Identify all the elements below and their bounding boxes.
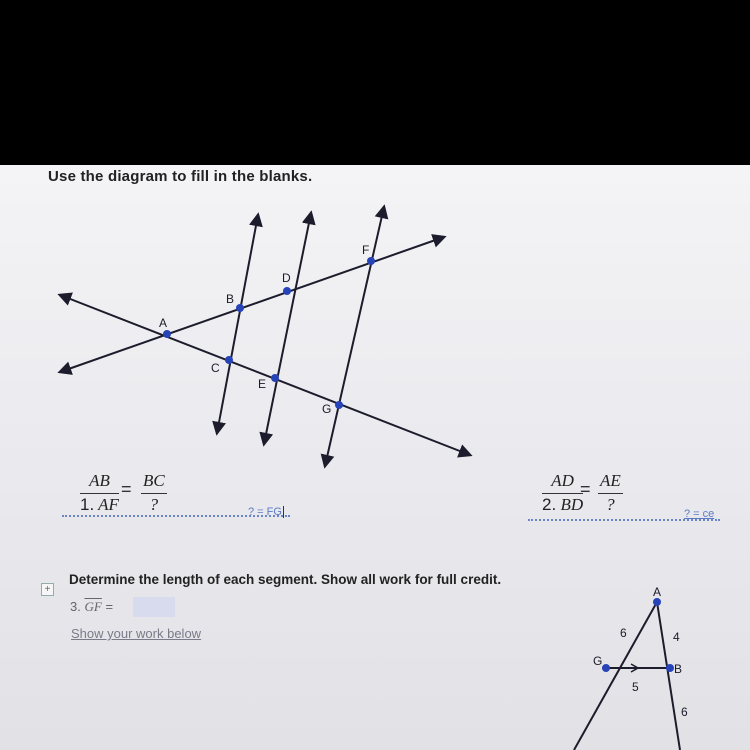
p2-right-numerator: AE: [598, 471, 623, 494]
q3-equals: =: [105, 599, 114, 614]
p2-right-fraction: [598, 471, 623, 515]
q3-label: [70, 599, 113, 615]
point-A: [163, 330, 171, 338]
p1-answer-text: ? = FG: [248, 506, 282, 518]
worksheet: [0, 165, 750, 750]
p2-left-fraction: [542, 471, 583, 515]
p1-equals-sign: =: [121, 479, 132, 499]
q3-number: 3.: [70, 599, 81, 614]
parallel-line-1: [217, 215, 258, 433]
p1-right-fraction: [141, 471, 167, 515]
label-C: C: [211, 361, 220, 375]
p2-left-numerator: AD: [542, 471, 583, 494]
label-D: D: [282, 271, 291, 285]
p1-answer-field[interactable]: [248, 506, 284, 518]
p2-right-denominator: ?: [606, 495, 615, 514]
parallel-line-2: [264, 213, 311, 444]
p1-left-denominator: AF: [98, 495, 119, 514]
small-label-B: B: [674, 662, 683, 676]
geometry-diagram: [0, 165, 750, 750]
small-label-G: G: [593, 654, 603, 668]
label-E: E: [258, 377, 267, 391]
small-label-A: A: [653, 585, 662, 599]
expand-icon[interactable]: +: [41, 583, 54, 596]
q3-segment: $\overline{GF}$: [84, 599, 102, 614]
value-bottom: 6: [681, 705, 688, 719]
point-F: [367, 257, 375, 265]
label-G: G: [322, 402, 332, 416]
transversal-line-upper: [60, 237, 444, 372]
point-B: [236, 304, 244, 312]
point-C: [225, 356, 233, 364]
section-title: Determine the length of each segment. Show all work for full credit.: [69, 572, 502, 587]
parallel-line-3: [325, 207, 384, 466]
point-E: [271, 374, 279, 382]
label-B: B: [226, 292, 235, 306]
p1-number: 1.: [80, 495, 95, 514]
p2-equals-sign: =: [580, 479, 591, 499]
point-G: [335, 401, 343, 409]
value-AG: 6: [620, 626, 627, 640]
p1-right-denominator: ?: [149, 495, 159, 514]
p1-left-numerator: AB: [80, 471, 119, 494]
p1-right-numerator: BC: [141, 471, 167, 494]
q3-answer-input[interactable]: [133, 597, 175, 617]
label-A: A: [159, 316, 168, 330]
transversal-line-lower: [60, 295, 470, 455]
show-work-link[interactable]: Show your work below: [71, 626, 202, 641]
value-AB: 4: [673, 630, 680, 644]
p1-left-fraction: [80, 471, 119, 515]
point-D: [283, 287, 291, 295]
value-GB: 5: [632, 680, 639, 694]
small-triangle-diagram: [574, 598, 683, 750]
label-F: F: [362, 243, 370, 257]
p2-number: 2.: [542, 495, 557, 514]
p2-left-denominator: BD: [560, 495, 584, 514]
instruction-text: Use the diagram to fill in the blanks.: [48, 168, 313, 185]
p2-answer-field[interactable]: ? = ce: [684, 508, 715, 520]
